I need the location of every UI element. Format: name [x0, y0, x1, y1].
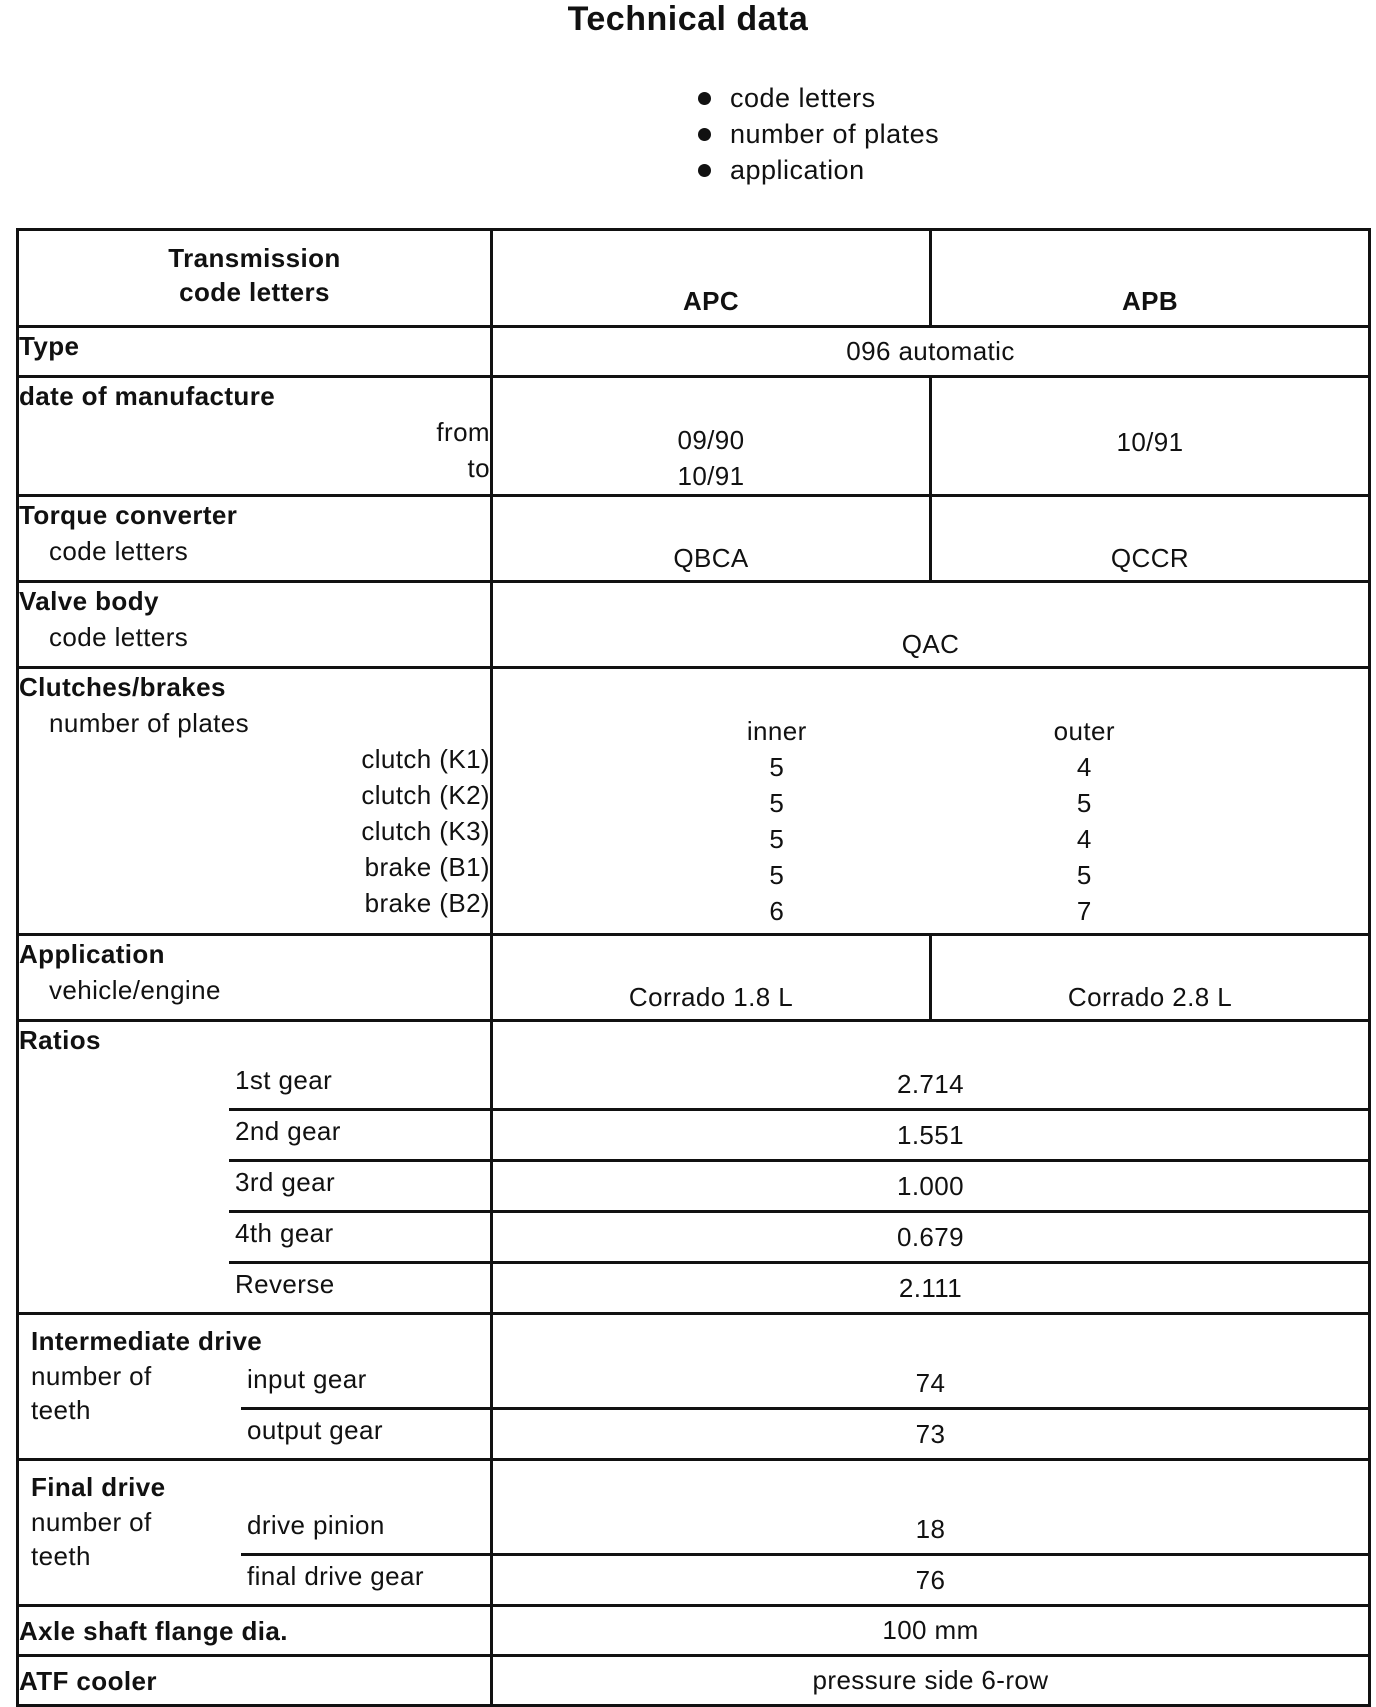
torque-label: Torque converter: [19, 500, 238, 530]
intermediate-values-cell: [492, 1314, 1370, 1460]
final-label: Final drive: [31, 1472, 166, 1502]
plates-outer-column: [931, 713, 1239, 929]
application-label-cell: [18, 935, 492, 1021]
plates-inner-value: 5: [769, 860, 785, 890]
final-sub-line1: number of: [31, 1507, 152, 1537]
plates-outer-value: 7: [1076, 896, 1092, 926]
final-label-cell: [18, 1460, 492, 1606]
torque-label-cell: [18, 496, 492, 582]
ratio-gear-label: 3rd gear: [229, 1161, 490, 1212]
intermediate-spacer: [493, 1315, 1368, 1359]
application-label: Application: [19, 939, 165, 969]
final-names-table: [241, 1505, 490, 1604]
header-label-line2: code letters: [179, 277, 330, 307]
final-values-cell: [492, 1460, 1370, 1606]
plates-inner-value: 6: [769, 896, 785, 926]
manufacture-to-label: to: [467, 453, 490, 483]
ratios-label-table: [19, 1022, 490, 1060]
ratios-row: [18, 1021, 1370, 1314]
ratio-value: 1.000: [493, 1161, 1368, 1212]
type-value: 096 automatic: [492, 327, 1370, 377]
plates-inner-value: 5: [769, 824, 785, 854]
final-row: [18, 1460, 1370, 1606]
manufacture-apb-cell: [931, 377, 1370, 496]
intermediate-sub-label: [19, 1359, 241, 1458]
ratios-values-cell: [492, 1021, 1370, 1314]
axle-row: [18, 1606, 1370, 1656]
plates-outer-value: 5: [1076, 860, 1092, 890]
axle-value: 100 mm: [492, 1606, 1370, 1656]
final-sub-block: [19, 1505, 490, 1604]
type-row: [18, 327, 1370, 377]
plates-inner-value: 5: [769, 788, 785, 818]
final-gear-label: final drive gear: [241, 1555, 490, 1605]
application-sub-label: vehicle/engine: [49, 975, 221, 1005]
page-title: Technical data: [567, 0, 809, 38]
bullet-list: [696, 80, 939, 188]
manufacture-apc-from: 09/90: [677, 425, 745, 455]
final-values-table: [493, 1505, 1368, 1604]
intermediate-value: 74: [915, 1367, 946, 1398]
bullet-item: application: [696, 152, 939, 188]
clutches-sub-label: number of plates: [49, 708, 250, 738]
final-value: 18: [915, 1513, 946, 1544]
clutch-k1-label: clutch (K1): [361, 744, 490, 774]
ratios-spacer: [493, 1022, 1368, 1060]
torque-sub-label: code letters: [49, 536, 189, 566]
atf-value: pressure side 6-row: [492, 1656, 1370, 1706]
application-row: [18, 935, 1370, 1021]
clutches-values-cell: [492, 668, 1370, 935]
axle-label: Axle shaft flange dia.: [18, 1606, 492, 1656]
intermediate-gear-label: output gear: [241, 1409, 490, 1459]
clutches-label: Clutches/brakes: [19, 672, 226, 702]
ratios-values-list: [493, 1060, 1368, 1312]
intermediate-value: 73: [493, 1409, 1368, 1459]
manufacture-apb-from: 10/91: [1116, 427, 1184, 457]
brake-b1-label: brake (B1): [364, 852, 490, 882]
ratio-gear-label: 1st gear: [235, 1065, 333, 1095]
manufacture-label-cell: [18, 377, 492, 496]
manufacture-label: date of manufacture: [19, 381, 276, 411]
brake-b2-label: brake (B2): [364, 888, 490, 918]
header-label-cell: [18, 230, 492, 327]
intermediate-sub-line1: number of: [31, 1361, 152, 1391]
ratio-gear-label: 4th gear: [229, 1212, 490, 1263]
manufacture-apc-to: 10/91: [677, 461, 745, 491]
valve-sub-label: code letters: [49, 622, 189, 652]
clutches-row-names: [19, 741, 490, 921]
ratio-value: 2.714: [896, 1068, 965, 1099]
atf-label: ATF cooler: [18, 1656, 492, 1706]
bullet-item: code letters: [696, 80, 939, 116]
header-label-line1: Transmission: [168, 243, 341, 273]
plates-grid: [493, 669, 1368, 933]
intermediate-sub-line2: teeth: [31, 1395, 91, 1425]
torque-apb: QCCR: [931, 496, 1370, 582]
final-gear-label: drive pinion: [247, 1510, 385, 1540]
final-sub-line2: teeth: [31, 1541, 91, 1571]
bullet-item: number of plates: [696, 116, 939, 152]
ratios-label-cell: [18, 1021, 492, 1314]
ratios-label: Ratios: [19, 1025, 101, 1055]
plates-outer-value: 4: [1076, 824, 1092, 854]
clutch-k2-label: clutch (K2): [361, 780, 490, 810]
clutches-row: [18, 668, 1370, 935]
application-apb: Corrado 2.8 L: [931, 935, 1370, 1021]
manufacture-from-label: from: [436, 417, 490, 447]
intermediate-label-cell: [18, 1314, 492, 1460]
intermediate-gear-label: input gear: [247, 1364, 367, 1394]
plates-outer-value: 4: [1076, 752, 1092, 782]
ratio-value: 1.551: [493, 1110, 1368, 1161]
final-value: 76: [493, 1555, 1368, 1605]
atf-row: [18, 1656, 1370, 1706]
torque-row: [18, 496, 1370, 582]
type-label: Type: [18, 327, 492, 377]
plates-inner-value: 5: [769, 752, 785, 782]
technical-data-table: [16, 228, 1371, 1707]
valve-label: Valve body: [19, 586, 159, 616]
ratios-names-table: [229, 1060, 490, 1312]
ratio-value: 0.679: [493, 1212, 1368, 1263]
plates-inner-header: inner: [746, 716, 807, 746]
manufacture-apc-cell: [492, 377, 931, 496]
intermediate-sub-block: [19, 1359, 490, 1458]
clutch-k3-label: clutch (K3): [361, 816, 490, 846]
clutches-label-cell: [18, 668, 492, 935]
valve-value: QAC: [492, 582, 1370, 668]
plates-outer-value: 5: [1076, 788, 1092, 818]
application-apc: Corrado 1.8 L: [492, 935, 931, 1021]
final-sub-label: [19, 1505, 241, 1604]
final-spacer: [493, 1461, 1368, 1505]
intermediate-row: [18, 1314, 1370, 1460]
ratio-value: 2.111: [493, 1263, 1368, 1313]
header-row: [18, 230, 1370, 327]
header-col-apc: APC: [492, 230, 931, 327]
intermediate-names-table: [241, 1359, 490, 1458]
valve-label-cell: [18, 582, 492, 668]
ratio-gear-label: Reverse: [229, 1263, 490, 1313]
header-col-apb: APB: [931, 230, 1370, 327]
intermediate-label: Intermediate drive: [31, 1326, 263, 1356]
intermediate-values-table: [493, 1359, 1368, 1458]
plates-inner-column: [623, 713, 931, 929]
ratios-values-table: [493, 1022, 1368, 1060]
plates-outer-header: outer: [1053, 716, 1115, 746]
manufacture-row: [18, 377, 1370, 496]
ratio-gear-label: 2nd gear: [229, 1110, 490, 1161]
torque-apc: QBCA: [492, 496, 931, 582]
valve-row: [18, 582, 1370, 668]
